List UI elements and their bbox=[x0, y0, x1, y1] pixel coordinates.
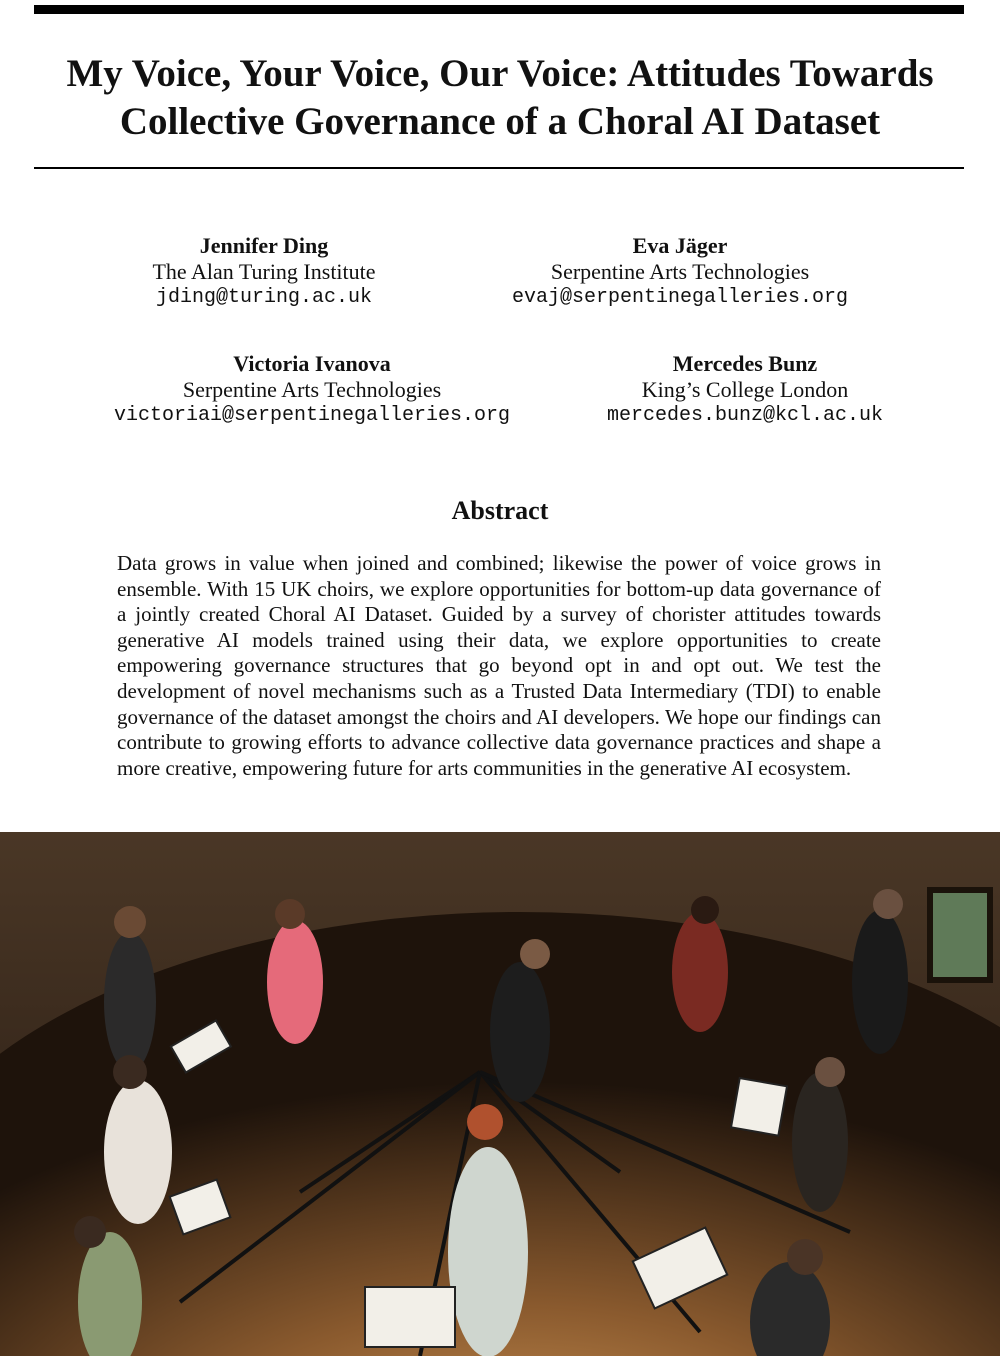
author-affiliation: The Alan Turing Institute bbox=[152, 259, 376, 284]
author-name: Mercedes Bunz bbox=[672, 351, 818, 376]
title-line-1: My Voice, Your Voice, Our Voice: Attitudes Towards bbox=[66, 52, 934, 95]
abstract-heading: Abstract bbox=[451, 496, 549, 525]
title-line-2: Collective Governance of a Choral AI Dataset bbox=[119, 100, 881, 143]
paper-title bbox=[0, 50, 1000, 146]
author-name: Victoria Ivanova bbox=[233, 351, 391, 376]
author-email: mercedes.bunz@kcl.ac.uk bbox=[606, 404, 884, 427]
author-email: evaj@serpentinegalleries.org bbox=[511, 286, 849, 309]
author-email: jding@turing.ac.uk bbox=[155, 286, 373, 309]
author-email: victoriai@serpentinegalleries.org bbox=[113, 404, 511, 427]
author-name: Jennifer Ding bbox=[199, 233, 329, 258]
window bbox=[930, 890, 990, 980]
author-affiliation: Serpentine Arts Technologies bbox=[550, 259, 810, 284]
title-rule bbox=[34, 167, 964, 169]
abstract-text: Data grows in value when joined and combined; likewise the power of voice grows in ensemble. With 15 UK choirs, we explore opportunities for bottom-up data governance of a jointly created Choral AI Dataset. Guided by a survey of chorister attitudes towards generative AI models trained using their data, we explore opportunities to create empowering governance structures that go beyond opt in and opt out. We test the development of novel mechanisms such as a Trusted Data Intermediary (TDI) to enable governance of the dataset amongst the choirs and AI developers. We hope our findings can contribute to growing efforts to advance collective data governance practices and shape a more creative, empowering future for arts communities in the generative AI ecosystem. bbox=[117, 551, 881, 780]
author-block-2 bbox=[480, 233, 880, 311]
author-name: Eva Jäger bbox=[632, 233, 728, 258]
author-block-3 bbox=[90, 351, 534, 429]
author-block-1 bbox=[104, 233, 424, 311]
choir-rehearsal-photo bbox=[0, 832, 1000, 1356]
author-block-4 bbox=[580, 351, 910, 429]
author-affiliation: King’s College London bbox=[641, 377, 849, 402]
author-affiliation: Serpentine Arts Technologies bbox=[182, 377, 442, 402]
top-rule bbox=[34, 5, 964, 14]
